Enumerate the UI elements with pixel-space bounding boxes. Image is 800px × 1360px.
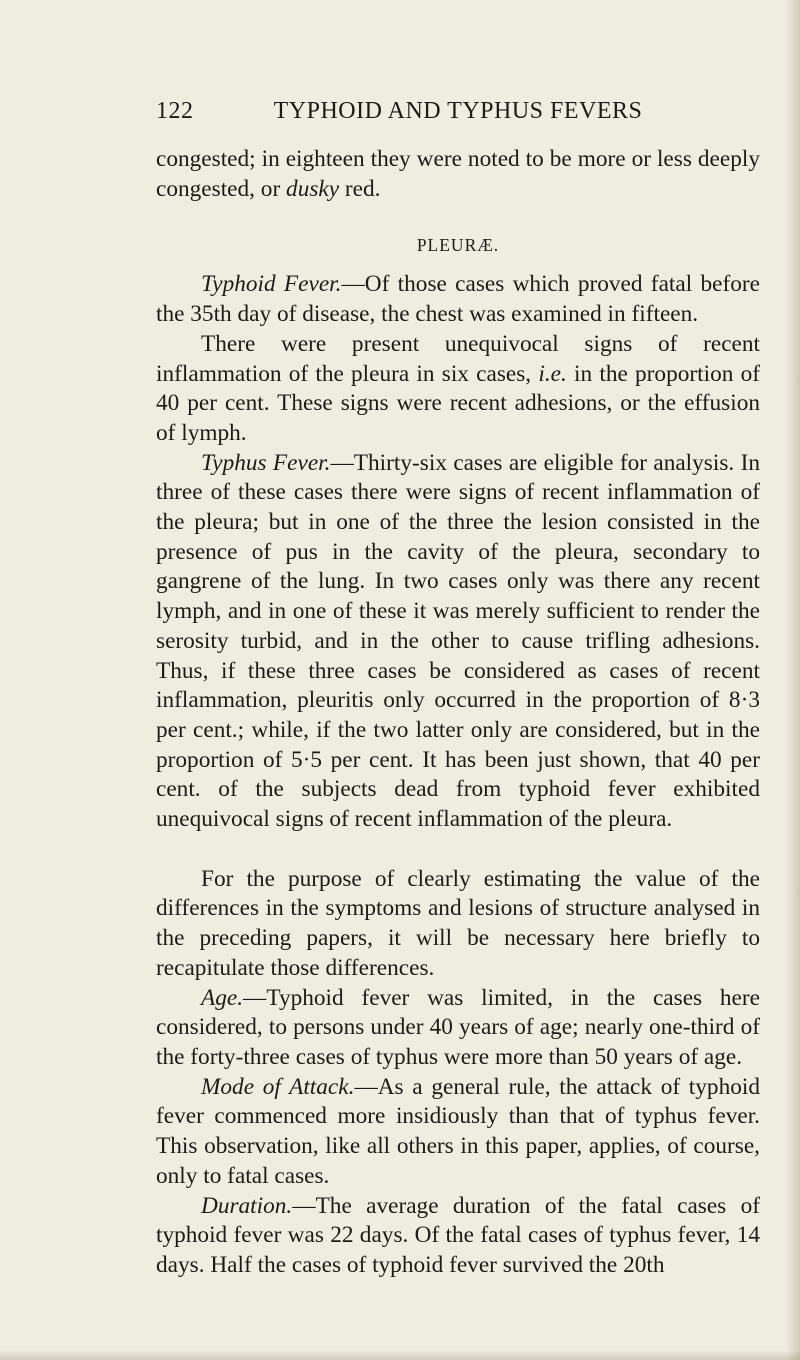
paragraph-gap bbox=[156, 835, 760, 865]
paragraph bbox=[156, 865, 760, 984]
paragraph bbox=[156, 145, 760, 204]
italic-text: Age. bbox=[201, 984, 244, 1011]
paragraph bbox=[156, 1073, 760, 1192]
page-edge-shadow bbox=[786, 0, 800, 1360]
paragraph-text: —Of those cases which proved fatal before the 35th day of disease, the chest was examined in fifteen. bbox=[156, 271, 760, 328]
page-bottom-edge bbox=[0, 1350, 800, 1360]
italic-text: Typhus Fever. bbox=[201, 449, 331, 476]
page-body bbox=[156, 145, 760, 1281]
paragraph-text: red. bbox=[339, 175, 381, 202]
paragraph bbox=[156, 330, 760, 449]
italic-text: Duration. bbox=[201, 1192, 293, 1219]
italic-text: dusky bbox=[286, 175, 340, 202]
italic-text: i.e. bbox=[538, 360, 567, 387]
section-heading: PLEURÆ. bbox=[416, 235, 500, 256]
paragraph-text: There were present unequivocal signs of recent inflammation of the pleura in six cases, bbox=[156, 330, 760, 387]
paragraph-text: —As a general rule, the attack of typhoid fever commenced more insidiously than that of typhus fever. This observation, like all others in this paper, applies, of course, only to fatal cases. bbox=[156, 1073, 760, 1189]
paragraph bbox=[156, 270, 760, 329]
italic-text: Mode of Attack. bbox=[201, 1073, 355, 1100]
paragraph-text: For the purpose of clearly estimating the value of the differences in the symptoms and lesions of structure analysed in the preceding papers, it will be necessary here briefly to recapitulate those differences. bbox=[156, 865, 760, 981]
paragraph bbox=[156, 1192, 760, 1281]
page-number: 122 bbox=[156, 98, 194, 124]
paragraph bbox=[156, 984, 760, 1073]
page-header bbox=[156, 98, 760, 138]
paragraph bbox=[156, 449, 760, 835]
paragraph-text: —The average duration of the fatal cases of typhoid fever was 22 days. Of the fatal cases of typhus fever, 14 days. Half the cases of typhoid fever survived the 20th bbox=[156, 1192, 760, 1278]
paragraph-text: —Thirty-six cases are eligible for analysis. In three of these cases there were signs of recent inflammation of the pleura; but in one of the three the lesion consisted in the presence of pus in the cavity of the pleura, secondary to gangrene of the lung. In two cases only was there any recent lymph, and in one of these it was merely sufficient to render the serosity turbid, and in the other to cause trifling adhesions. Thus, if these three cases be considered as cases of recent inflammation, pleuritis only occurred in the proportion of 8·3 per cent.; while, if the two latter only are considered, but in the proportion of 5·5 per cent. It has been just shown, that 40 per cent. of the subjects dead from typhoid fever exhibited unequivocal signs of recent inflammation of the pleura. bbox=[156, 449, 760, 833]
running-head: TYPHOID AND TYPHUS FEVERS bbox=[273, 98, 643, 124]
paragraph-text: —Typhoid fever was limited, in the cases here considered, to persons under 40 years of age; nearly one-third of the forty-three cases of typhus were more than 50 years of age. bbox=[156, 984, 760, 1070]
paragraph-text: in the proportion of 40 per cent. These signs were recent adhesions, or the effusion of lymph. bbox=[156, 360, 760, 446]
italic-text: Typhoid Fever. bbox=[201, 271, 342, 298]
paragraph-text: congested; in eighteen they were noted to be more or less deeply congested, or bbox=[156, 146, 760, 202]
